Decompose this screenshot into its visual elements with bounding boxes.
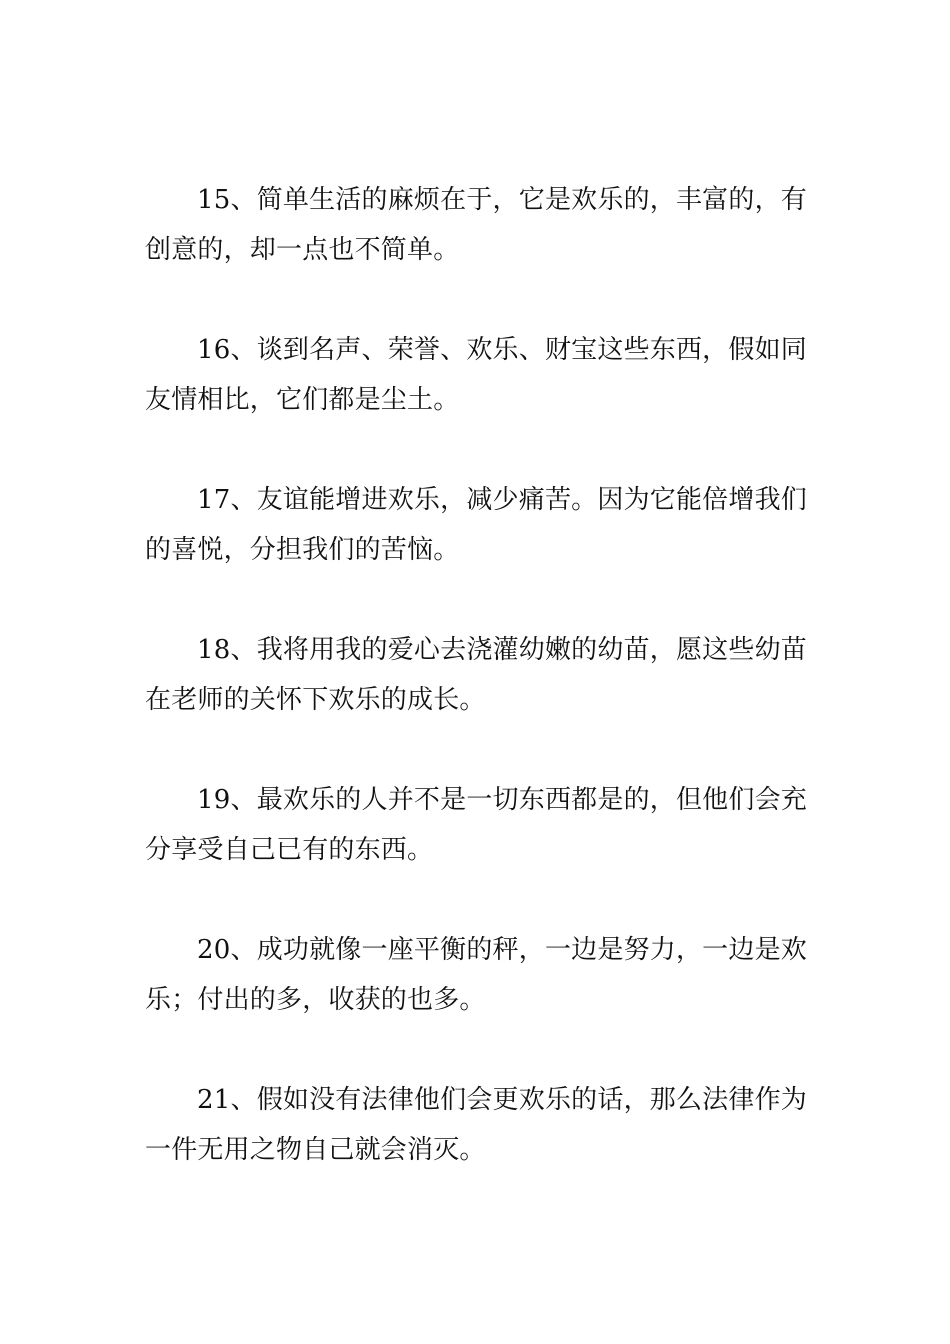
paragraph-20: 20、成功就像一座平衡的秤，一边是努力，一边是欢乐；付出的多，收获的也多。: [145, 935, 807, 1015]
paragraph-19: 19、最欢乐的人并不是一切东西都是的，但他们会充分享受自己已有的东西。: [145, 785, 807, 865]
paragraph-15: 15、简单生活的麻烦在于，它是欢乐的，丰富的，有创意的，却一点也不简单。: [145, 185, 807, 265]
paragraph-17: 17、友谊能增进欢乐，减少痛苦。因为它能倍增我们的喜悦，分担我们的苦恼。: [145, 485, 807, 565]
document-body: [145, 175, 807, 1225]
paragraph-16: 16、谈到名声、荣誉、欢乐、财宝这些东西，假如同友情相比，它们都是尘土。: [145, 335, 807, 415]
paragraph-21: 21、假如没有法律他们会更欢乐的话，那么法律作为一件无用之物自己就会消灭。: [145, 1085, 807, 1165]
paragraph-18: 18、我将用我的爱心去浇灌幼嫩的幼苗，愿这些幼苗在老师的关怀下欢乐的成长。: [145, 635, 807, 715]
